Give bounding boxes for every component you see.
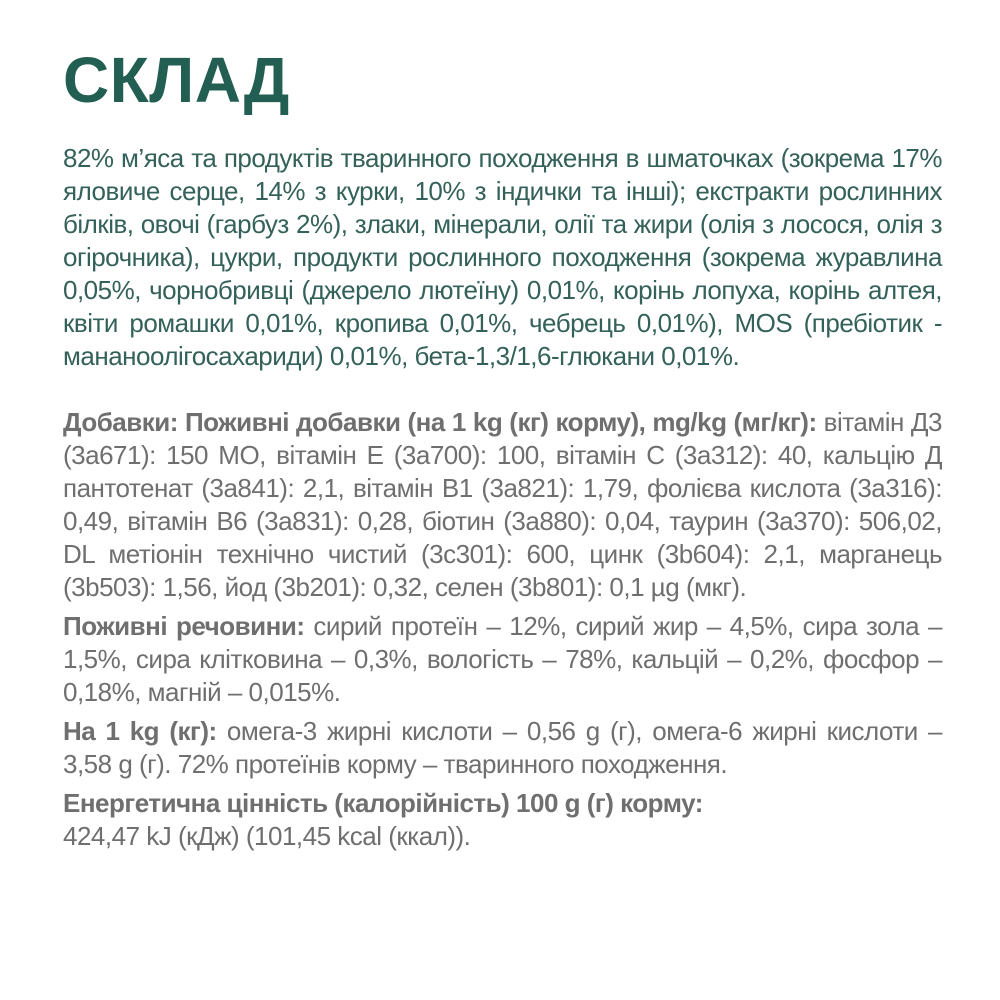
composition-text: 82% м’яса та продуктів тваринного походження в шматочках (зокрема 17% яловиче серце, 14% з курки, 10% з індички та інші); екстракти рослинних білків, овочі (гарбуз 2%), злаки, мінерали, олії та жири (олія з лосося, олія з огірочника), цукри, продукти рослинного походження (зокрема журавлина 0,05%, чорнобривці (джерело лютеїну) 0,01%, корінь лопуха, корінь алтея, квіти ромашки 0,01%, кропива 0,01%, чебрець 0,01%), MOS (пребіотик - мананоолігосахариди) 0,01%, бета-1,3/1,6-глюкани 0,01%. (63, 143, 942, 371)
nutrients-paragraph (63, 610, 942, 709)
energy-label: Енергетична цінність (калорійність) 100 g (г) корму: (63, 788, 703, 818)
per-kg-label: На 1 kg (кг): (63, 716, 217, 746)
additives-label: Добавки: Поживні добавки (на 1 kg (кг) корму), mg/kg (мг/кг): (63, 407, 817, 437)
energy-value: 424,47 kJ (кДж) (101,45 kcal (ккал)). (63, 821, 471, 851)
additives-text: вітамін Д3 (3а671): 150 МО, вітамін Е (3а700): 100, вітамін С (3а312): 40, кальцію Д пантотенат (3а841): 2,1, вітамін В1 (3а821): 1,79, фолієва кислота (3а316): 0,49, вітамін В6 (3а831): 0,28, біотин (3а880): 0,04, таурин (3а370): 506,02, DL метіонін технічно чистий (3с301): 600, цинк (3b604): 2,1, марганець (3b503): 1,56, йод (3b201): 0,32, селен (3b801): 0,1 µg (мкг). (63, 407, 942, 602)
energy-paragraph (63, 787, 942, 853)
additives-paragraph (63, 406, 942, 604)
nutrients-label: Поживні речовини: (63, 611, 305, 641)
per-kg-text: омега-3 жирні кислоти – 0,56 g (г), омега-6 жирні кислоти – 3,58 g (г). 72% протеїнів корму – тваринного походження. (63, 716, 943, 779)
per-kg-paragraph (63, 715, 942, 781)
page-title: СКЛАД (63, 44, 290, 116)
composition-paragraph (63, 142, 942, 373)
nutrients-text: сирий протеїн – 12%, сирий жир – 4,5%, сира зола – 1,5%, сира клітковина – 0,3%, вологість – 78%, кальцій – 0,2%, фосфор – 0,18%, магній – 0,015%. (63, 611, 943, 707)
